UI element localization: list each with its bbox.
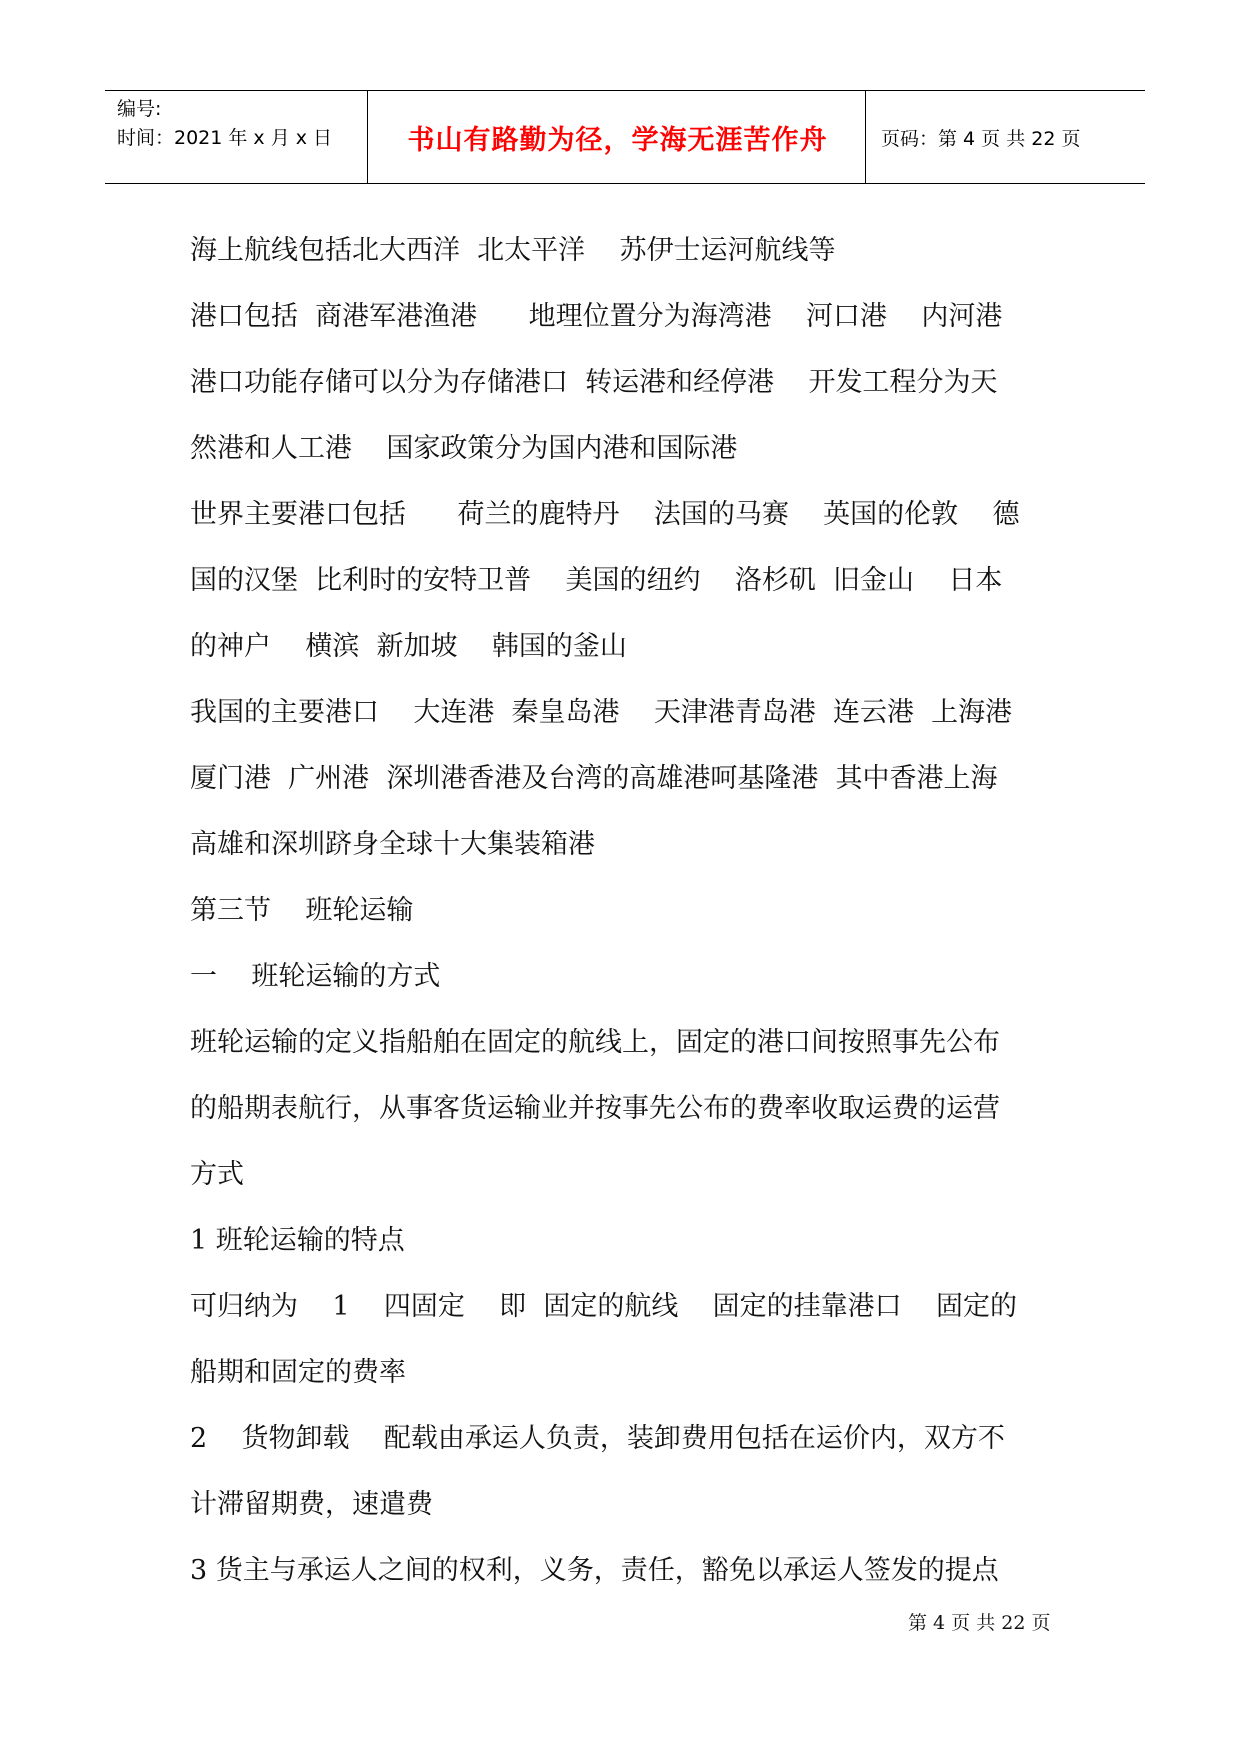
body-line: 海上航线包括北大西洋 北太平洋 苏伊士运河航线等 bbox=[190, 235, 836, 266]
body-line: 1 班轮运输的特点 bbox=[190, 1225, 405, 1256]
body-line: 港口包括 商港军港渔港 地理位置分为海湾港 河口港 内河港 bbox=[190, 301, 1003, 332]
body-line: 班轮运输的定义指船舶在固定的航线上，固定的港口间按照事先公布 bbox=[190, 1027, 1000, 1058]
header-page-info: 页码：第 4 页 共 22 页 bbox=[881, 127, 1081, 150]
header-divider-right bbox=[865, 91, 866, 183]
page-footer: 第 4 页 共 22 页 bbox=[908, 1612, 1051, 1634]
serial-label: 编号: bbox=[117, 98, 162, 120]
body-line: 我国的主要港口 大连港 秦皇岛港 天津港青岛港 连云港 上海港 bbox=[190, 697, 1013, 728]
body-line: 港口功能存储可以分为存储港口 转运港和经停港 开发工程分为天 bbox=[190, 367, 998, 398]
page-header bbox=[105, 90, 1145, 184]
header-meta bbox=[117, 95, 332, 153]
header-motto: 书山有路勤为径，学海无涯苦作舟 bbox=[407, 124, 828, 156]
header-divider-left bbox=[367, 91, 368, 183]
body-line: 世界主要港口包括 荷兰的鹿特丹 法国的马赛 英国的伦敦 德 bbox=[190, 499, 1020, 530]
document-body bbox=[190, 218, 1070, 1604]
body-line: 3 货主与承运人之间的权利，义务，责任，豁免以承运人签发的提点 bbox=[190, 1555, 999, 1586]
body-line: 2 货物卸载 配载由承运人负责，装卸费用包括在运价内，双方不 bbox=[190, 1423, 1005, 1454]
body-line: 的神户 横滨 新加坡 韩国的釜山 bbox=[190, 631, 627, 662]
body-line: 然港和人工港 国家政策分为国内港和国际港 bbox=[190, 433, 738, 464]
body-line: 高雄和深圳跻身全球十大集装箱港 bbox=[190, 829, 595, 860]
body-line: 厦门港 广州港 深圳港香港及台湾的高雄港呵基隆港 其中香港上海 bbox=[190, 763, 998, 794]
subsection-heading: 一 班轮运输的方式 bbox=[190, 961, 441, 992]
body-line: 可归纳为 1 四固定 即 固定的航线 固定的挂靠港口 固定的 bbox=[190, 1291, 1017, 1322]
body-line: 方式 bbox=[190, 1159, 244, 1190]
body-line: 的船期表航行，从事客货运输业并按事先公布的费率收取运费的运营 bbox=[190, 1093, 1000, 1124]
time-label: 时间：2021 年 x 月 x 日 bbox=[117, 127, 333, 149]
body-line: 船期和固定的费率 bbox=[190, 1357, 406, 1388]
section-heading: 第三节 班轮运输 bbox=[190, 895, 414, 926]
body-line: 计滞留期费，速遣费 bbox=[190, 1489, 433, 1520]
body-line: 国的汉堡 比利时的安特卫普 美国的纽约 洛杉矶 旧金山 日本 bbox=[190, 565, 1003, 596]
